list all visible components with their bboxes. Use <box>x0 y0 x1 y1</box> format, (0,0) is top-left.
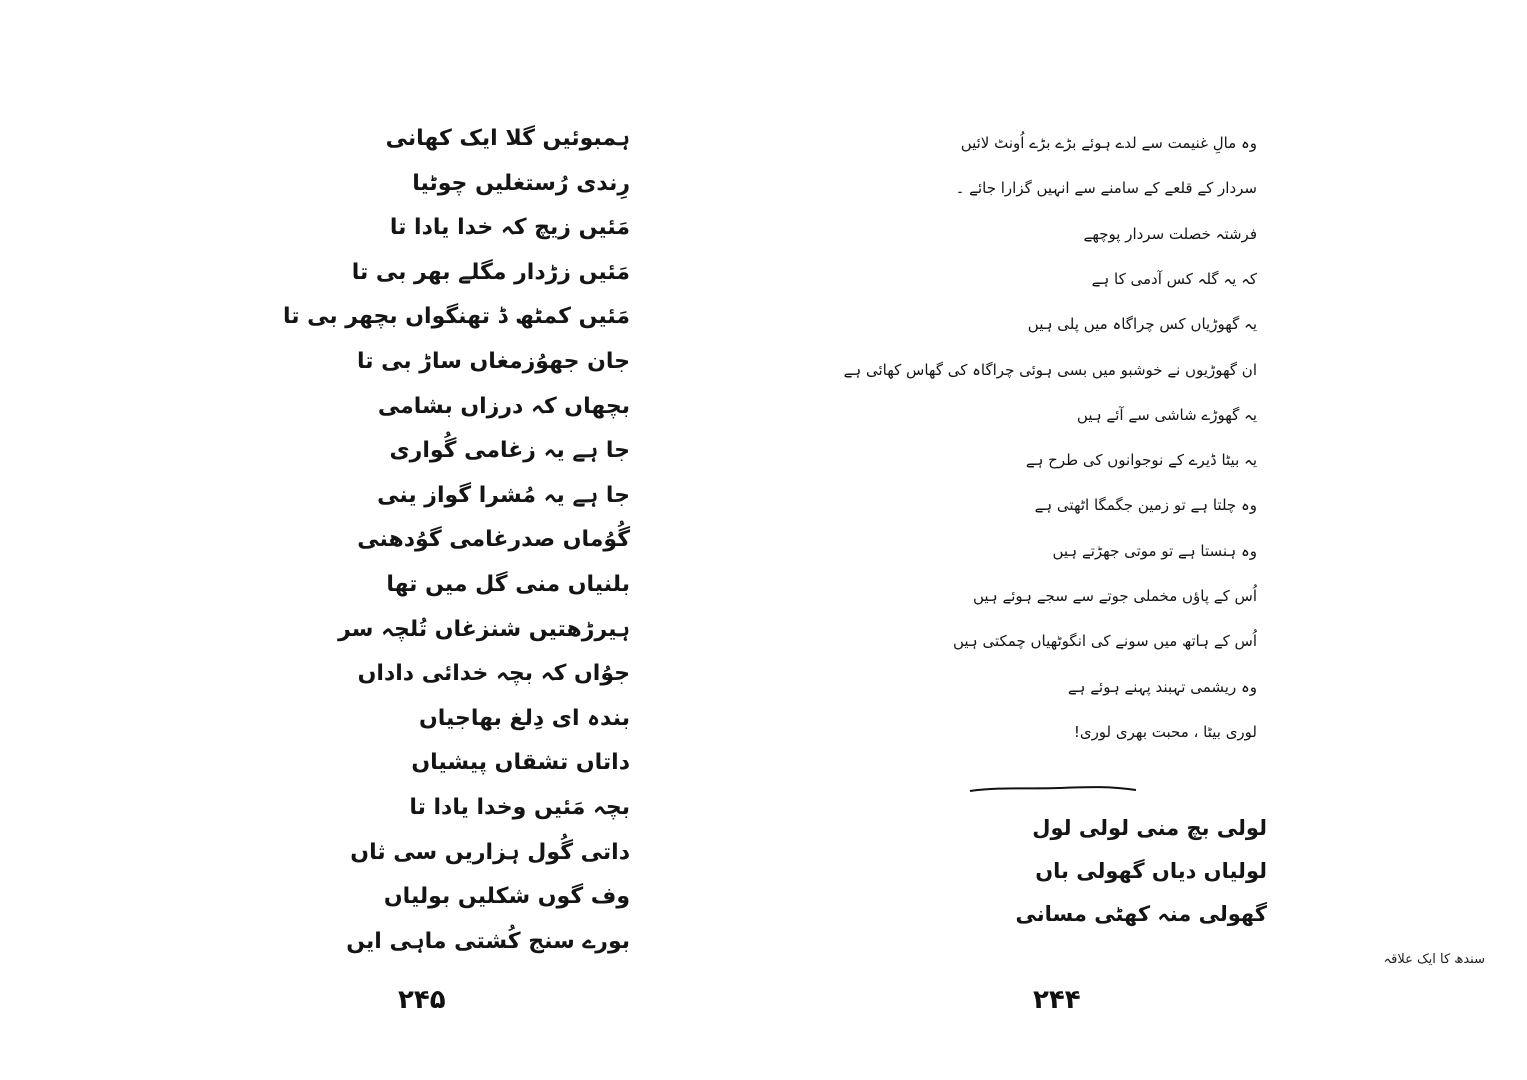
right-lori-line: گھولی منہ کھٹی مسانی <box>1015 902 1267 926</box>
footnote: سندھ کا ایک علاقہ <box>1383 952 1485 967</box>
left-verse-line: مَئیں زیچ کہ خدا یادا تا <box>389 215 630 241</box>
left-verse-line: ہمبوئیں گلا ایک کھانی <box>385 126 630 151</box>
left-verse-line: داتی گُول ہزاریں سی ثاں <box>350 839 630 865</box>
right-prose-line: لوری بیٹا ، محبت بھری لوری! <box>1073 722 1257 741</box>
left-verse-line: مَئیں کمٹھ ڈ تھنگواں بچھر بی تا <box>282 304 630 330</box>
divider-line <box>968 783 1138 795</box>
right-lori-line: لولیاں دیاں گھولی باں <box>1035 859 1267 883</box>
left-verse-line: جان جھوُزمغاں ساڑ بی تا <box>356 349 630 374</box>
left-verse-line: بندہ ای دِلغ بھاجیاں <box>418 705 630 731</box>
left-verse-line: جا ہے یہ مُشرا گواز ینی <box>377 482 630 508</box>
right-prose-line: ان گھوڑیوں نے خوشبو میں بسی ہوئی چراگاہ کی گھاس کھائی ہے <box>843 360 1257 379</box>
right-prose-line: یہ بیٹا ڈیرے کے نوجوانوں کی طرح ہے <box>1025 451 1257 470</box>
right-prose-line: فرشتہ خصلت سردار پوچھے <box>1083 224 1257 243</box>
right-prose-line: یہ گھوڑیاں کس چراگاہ میں پلی ہیں <box>1027 315 1257 334</box>
left-page <box>0 0 763 1080</box>
left-verse-line: جوُاں کہ بچہ خدائی داداں <box>357 661 630 687</box>
page-number-right: ۲۴۴ <box>1033 985 1081 1015</box>
left-verse-line: بورے سنج کُشتی ماہی ایں <box>346 928 630 954</box>
right-prose-line: وہ مالِ غنیمت سے لدے ہوئے بڑے بڑے اُونٹ لائیں <box>960 134 1257 152</box>
left-verse-line: مَئیں زڑدار مگلے بھر بی تا <box>351 259 630 285</box>
page-number-left: ۲۴۵ <box>398 985 446 1015</box>
left-verse-line: بلنیاں منی گل میں تھا <box>386 572 630 597</box>
left-verse-line: بچہ مَئیں وخدا یادا تا <box>409 795 630 820</box>
left-verse-line: جا ہے یہ زغامی گُواری <box>389 438 630 464</box>
left-verse-line: وف گوں شکلیں بولیاں <box>383 884 630 910</box>
right-page <box>763 0 1527 1080</box>
left-verse-line: داتاں تشقاں پیشیاں <box>411 750 630 776</box>
left-verse-line: رِندی رُستغلیں چوٹیا <box>412 170 630 196</box>
right-prose-line: یہ گھوڑے شاشی سے آئے ہیں <box>1076 405 1257 424</box>
right-prose-line: سردار کے قلعے کے سامنے سے انہیں گزارا جائے ۔ <box>955 179 1257 198</box>
right-prose-line: اُس کے ہاتھ میں سونے کی انگوٹھیاں چمکتی ہیں <box>952 632 1257 651</box>
right-prose-line: اُس کے پاؤں مخملی جوتے سے سجے ہوئے ہیں <box>972 587 1257 605</box>
right-lori-line: لولی بچ منی لولی لول <box>1032 816 1267 840</box>
left-verse-line: ہیرڑھتیں شنزغاں تُلچہ سر <box>338 616 630 642</box>
right-prose-line: کہ یہ گلہ کس آدمی کا ہے <box>1091 269 1257 288</box>
right-prose-line: وہ ہنستا ہے تو موتی جھڑتے ہیں <box>1052 541 1257 560</box>
right-prose-line: وہ ریشمی تہبند پہنے ہوئے ہے <box>1067 677 1257 696</box>
left-verse-line: بچھاں کہ درزاں بشامی <box>377 393 630 419</box>
right-prose-line: وہ چلتا ہے تو زمین جگمگا اٹھتی ہے <box>1034 496 1257 515</box>
left-verse-line: گُوُماں صدرغامی گوُدھنی <box>357 527 630 553</box>
